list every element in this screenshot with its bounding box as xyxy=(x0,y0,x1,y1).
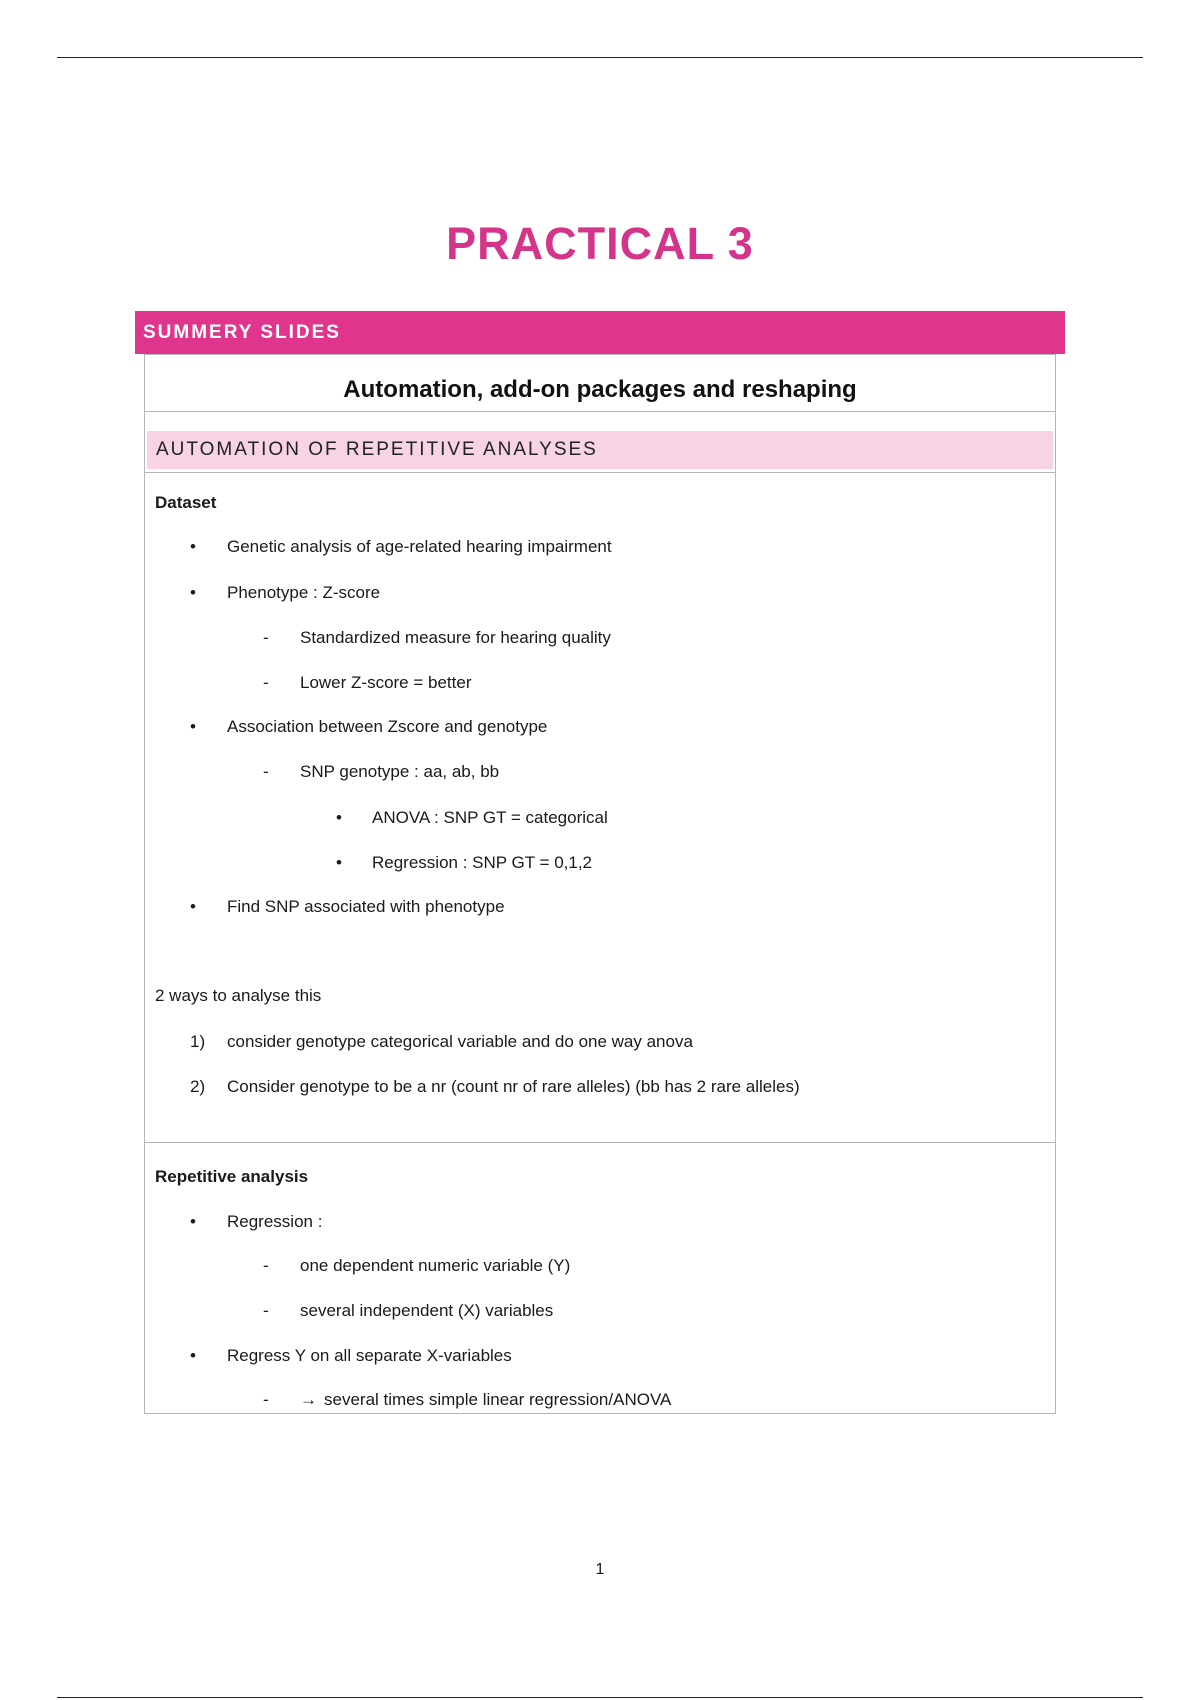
bullet-icon: • xyxy=(336,853,342,872)
dash-icon: - xyxy=(263,1256,269,1275)
bullet-icon: • xyxy=(190,717,196,736)
page-number: 1 xyxy=(595,1561,605,1578)
list-item: one dependent numeric variable (Y) xyxy=(300,1256,571,1275)
ways-intro: 2 ways to analyse this xyxy=(155,986,322,1005)
divider xyxy=(145,472,1055,473)
dash-icon: - xyxy=(263,628,269,647)
section-title: AUTOMATION OF REPETITIVE ANALYSES xyxy=(147,431,1053,469)
bullet-icon: • xyxy=(190,897,196,916)
dash-icon: - xyxy=(263,1301,269,1320)
list-number: 1) xyxy=(190,1032,206,1051)
list-item: SNP genotype : aa, ab, bb xyxy=(300,762,500,781)
dataset-heading: Dataset xyxy=(155,493,217,512)
list-item: Consider genotype to be a nr (count nr of rare alleles) (bb has 2 rare alleles) xyxy=(227,1077,800,1096)
repetitive-heading: Repetitive analysis xyxy=(155,1167,309,1186)
dash-icon: - xyxy=(263,1390,269,1409)
list-item: several times simple linear regression/ANOVA xyxy=(324,1390,672,1409)
list-item: Standardized measure for hearing quality xyxy=(300,628,611,647)
list-item: Find SNP associated with phenotype xyxy=(227,897,505,916)
list-number: 2) xyxy=(190,1077,206,1096)
list-item: Genetic analysis of age-related hearing impairment xyxy=(227,537,612,556)
divider xyxy=(145,1142,1055,1143)
list-item: Regress Y on all separate X-variables xyxy=(227,1346,512,1365)
list-item: Regression : xyxy=(227,1212,323,1231)
bullet-icon: • xyxy=(336,808,342,827)
list-item: Lower Z-score = better xyxy=(300,673,472,692)
top-rule xyxy=(57,57,1143,58)
bottom-rule xyxy=(57,1697,1143,1698)
list-item: Phenotype : Z-score xyxy=(227,583,381,602)
bullet-icon: • xyxy=(190,583,196,602)
list-item: Association between Zscore and genotype xyxy=(227,717,548,736)
dash-icon: - xyxy=(263,673,269,692)
bullet-icon: • xyxy=(190,1212,196,1231)
summary-band: SUMMERY SLIDES xyxy=(135,311,1065,354)
list-item: several independent (X) variables xyxy=(300,1301,554,1320)
list-item: Regression : SNP GT = 0,1,2 xyxy=(372,853,593,872)
box-title: Automation, add-on packages and reshaping xyxy=(145,355,1055,412)
list-item: consider genotype categorical variable and do one way anova xyxy=(227,1032,693,1051)
dash-icon: - xyxy=(263,762,269,781)
list-item: ANOVA : SNP GT = categorical xyxy=(372,808,608,827)
page-title: PRACTICAL 3 xyxy=(446,218,754,269)
bullet-icon: • xyxy=(190,537,196,556)
arrow-icon: → xyxy=(300,1390,317,1409)
bullet-icon: • xyxy=(190,1346,196,1365)
summary-box xyxy=(144,354,1056,1414)
